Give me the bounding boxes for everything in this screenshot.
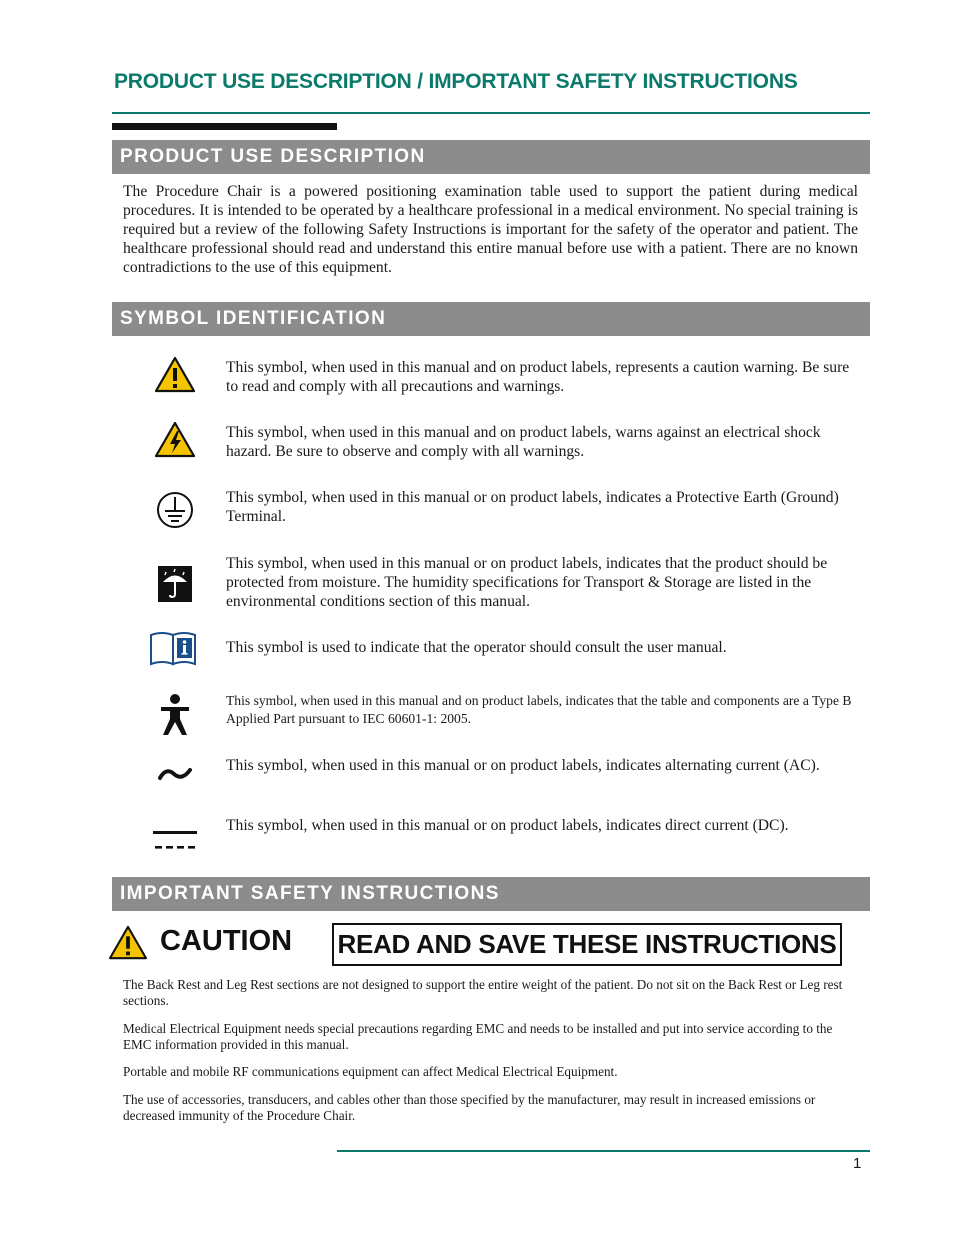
section-heading-product-use: PRODUCT USE DESCRIPTION <box>112 140 870 174</box>
symbol-description-protective-earth: This symbol, when used in this manual or on product labels, indicates a Protective Earth (Ground) Terminal. <box>226 489 839 525</box>
type-b-applied-part-icon <box>150 693 200 737</box>
title-accent-bar <box>112 123 337 130</box>
read-and-save-box: READ AND SAVE THESE INSTRUCTIONS <box>332 923 842 966</box>
symbol-description-shock: This symbol, when used in this manual and on product labels, warns against an electrical shock hazard. Be sure to observe and comply with all warnings. <box>226 424 821 460</box>
electric-shock-icon <box>150 418 200 462</box>
title-rule <box>112 112 870 114</box>
caution-triangle-icon <box>150 353 200 397</box>
symbol-description-ac: This symbol, when used in this manual or on product labels, indicates alternating current (AC). <box>226 757 820 774</box>
page-title: PRODUCT USE DESCRIPTION / IMPORTANT SAFETY INSTRUCTIONS <box>114 70 798 93</box>
page-number: 1 <box>853 1155 862 1172</box>
footer-rule <box>337 1150 870 1152</box>
caution-triangle-icon <box>108 925 148 966</box>
safety-paragraph: Portable and mobile RF communications equipment can affect Medical Electrical Equipment. <box>123 1064 618 1079</box>
consult-manual-icon <box>148 626 198 670</box>
symbol-description-caution: This symbol, when used in this manual and on product labels, represents a caution warning. Be sure to read and comply with all precautions and warnings. <box>226 359 850 395</box>
protective-earth-icon <box>150 488 200 532</box>
section-heading-symbol-identification: SYMBOL IDENTIFICATION <box>112 302 870 336</box>
safety-paragraph: Medical Electrical Equipment needs special precautions regarding EMC and needs to be installed and put into service according to the EMC information provided in this manual. <box>123 1021 833 1052</box>
safety-paragraph: The Back Rest and Leg Rest sections are not designed to support the entire weight of the patient. Do not sit on the Back Rest or Leg rest sections. <box>123 977 843 1008</box>
keep-dry-umbrella-icon <box>150 562 200 606</box>
symbol-description-consult-manual: This symbol is used to indicate that the operator should consult the user manual. <box>226 639 727 656</box>
caution-banner <box>108 922 848 968</box>
symbol-description-dc: This symbol, when used in this manual or on product labels, indicates direct current (DC). <box>226 817 789 834</box>
direct-current-icon <box>150 818 200 862</box>
symbol-description-type-b: This symbol, when used in this manual and on product labels, indicates that the table and components are a Type B Applied Part pursuant to IEC 60601-1: 2005. <box>226 693 852 726</box>
section-heading-safety-instructions: IMPORTANT SAFETY INSTRUCTIONS <box>112 877 870 911</box>
symbol-description-moisture: This symbol, when used in this manual or on product labels, indicates that the product should be protected from moisture. The humidity specifications for Transport & Storage are listed in the environmental conditions section of this manual. <box>226 555 828 610</box>
product-use-paragraph: The Procedure Chair is a powered positioning examination table used to support the patient during medical procedures. It is intended to be operated by a healthcare professional in a medical environment. No special training is required but a review of the following Safety Instructions is important for the safety of the operator and patient. The healthcare professional should read and understand this entire manual before use with a patient. There are no known contradictions to the use of this equipment. <box>123 183 858 276</box>
caution-label: CAUTION <box>160 925 293 957</box>
alternating-current-icon <box>150 752 200 796</box>
safety-paragraph: The use of accessories, transducers, and cables other than those specified by the manufacturer, may result in increased emissions or decreased immunity of the Procedure Chair. <box>123 1092 816 1123</box>
